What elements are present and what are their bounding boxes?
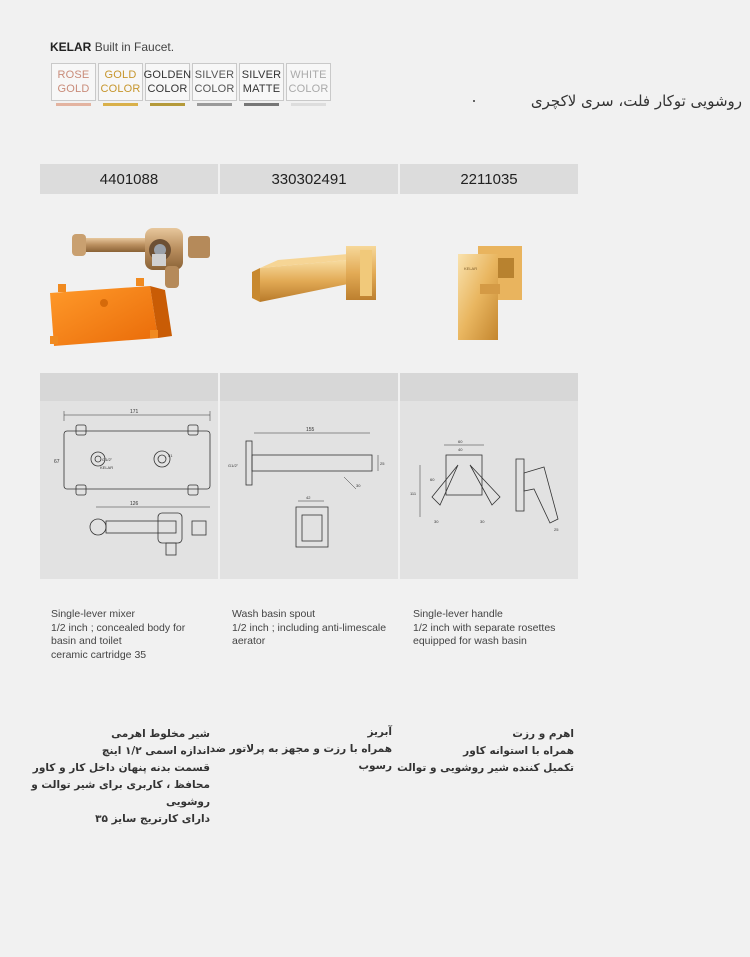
drawing-header-strip xyxy=(220,373,398,401)
handle-drawing-svg xyxy=(400,401,578,579)
swatch-line2: COLOR xyxy=(288,83,329,95)
swatch-rose-gold xyxy=(51,63,96,101)
brand-line xyxy=(50,40,174,54)
description-fa-mixer xyxy=(10,726,210,828)
description-en-mixer xyxy=(51,608,185,662)
swatch-bar xyxy=(291,103,326,106)
swatch-line1: GOLD xyxy=(104,69,137,81)
product-code: 4401088 xyxy=(40,164,218,194)
desc-line: قسمت بدنه پنهان داخل کار و کاور xyxy=(32,762,210,774)
dim-diameter: 51 xyxy=(168,453,173,458)
product-photo-row xyxy=(40,198,578,368)
swatch-bar xyxy=(197,103,232,106)
desc-line: 1/2 inch with separate rosettes xyxy=(413,621,556,634)
swatch-bar xyxy=(244,103,279,106)
dim-length: 155 xyxy=(306,427,315,433)
dim-secondary: 126 xyxy=(130,501,139,507)
drawing-mixer xyxy=(40,373,218,579)
desc-line: شیر مخلوط اهرمی xyxy=(111,728,210,740)
technical-drawings-row xyxy=(40,373,578,579)
spout-illustration xyxy=(220,198,398,368)
desc-line: basin and toilet xyxy=(51,635,122,647)
swatch-line2: MATTE xyxy=(242,83,281,95)
desc-line: آبریز xyxy=(367,726,392,738)
dim-side: 25 xyxy=(554,527,559,532)
desc-line: اهرم و رزت xyxy=(512,728,574,740)
desc-line: Wash basin spout xyxy=(232,608,316,620)
product-code-row xyxy=(40,164,578,194)
dim-height: 67 xyxy=(54,459,60,465)
swatch-line2: GOLD xyxy=(57,83,90,95)
swatch-line1: SILVER xyxy=(241,69,282,81)
dim-r2: 30 xyxy=(480,519,485,524)
dim-w1: 60 xyxy=(458,439,463,444)
swatch-line1: ROSE xyxy=(57,69,90,81)
desc-line: همراه با رزت و مجهز به پرلاتور ضد xyxy=(209,743,392,755)
swatch-line2: COLOR xyxy=(194,83,235,95)
brand-name: KELAR xyxy=(50,40,92,54)
swatch-line1: SILVER xyxy=(194,69,235,81)
dim-width: 171 xyxy=(130,409,139,415)
dim-angle: 30 xyxy=(356,483,361,488)
swatch-line1: WHITE xyxy=(290,69,327,81)
product-code: 2211035 xyxy=(400,164,578,194)
dim-spout-height: 25 xyxy=(380,461,385,466)
dim-thread: G1/2" xyxy=(102,457,113,462)
swatch-line2: COLOR xyxy=(100,83,141,95)
swatch-white-color xyxy=(286,63,331,101)
swatch-bar xyxy=(56,103,91,106)
description-en-handle xyxy=(413,608,555,649)
desc-line: 1/2 inch ; concealed body for xyxy=(51,621,186,634)
desc-line: محافظ ، کاربری برای شیر توالت و xyxy=(31,779,210,791)
desc-line: روشویی xyxy=(165,796,210,808)
desc-line: ceramic cartridge 35 xyxy=(51,648,147,661)
mixer-body-photo xyxy=(40,198,218,368)
concealed-body-illustration xyxy=(40,198,218,368)
drawing-spout xyxy=(220,373,398,579)
description-en-spout xyxy=(232,608,386,649)
swatch-bar xyxy=(103,103,138,106)
handle-photo xyxy=(400,198,578,368)
dim-h1: 111 xyxy=(410,491,417,496)
desc-line: اندازه اسمی ۱/۲ اینچ xyxy=(101,745,210,757)
drawing-header-strip xyxy=(400,373,578,401)
swatch-bar xyxy=(150,103,185,106)
swatch-silver-color xyxy=(192,63,237,101)
swatch-silver-matte xyxy=(239,63,284,101)
desc-line: دارای کارتریج سایز ۳۵ xyxy=(95,813,210,825)
decorative-dot xyxy=(473,100,475,102)
mixer-drawing-svg xyxy=(40,401,218,579)
dim-h2: 60 xyxy=(430,477,435,482)
spout-photo xyxy=(220,198,398,368)
swatch-line1: GOLDEN xyxy=(143,69,192,81)
dim-depth: 42 xyxy=(306,495,311,500)
handle-brand-mark: KELAR xyxy=(464,266,478,271)
drawing-brand-mark: KELAR xyxy=(100,465,114,470)
desc-line: equipped for wash basin xyxy=(413,635,527,647)
dim-w2: 40 xyxy=(458,447,463,452)
finish-swatches xyxy=(51,63,331,101)
dim-r1: 30 xyxy=(434,519,439,524)
desc-line: همراه با استوانه کاور xyxy=(463,745,574,757)
swatch-golden-color xyxy=(145,63,190,101)
drawing-handle xyxy=(400,373,578,579)
desc-line: تکمیل کننده شیر روشویی و توالت xyxy=(397,762,574,774)
desc-line: رسوب xyxy=(358,760,392,772)
spout-drawing-svg xyxy=(220,401,398,579)
handle-illustration xyxy=(400,198,578,368)
persian-page-title: روشویی توکار فلت، سری لاکچری xyxy=(530,92,742,110)
description-fa-spout xyxy=(192,724,392,775)
desc-line: Single-lever mixer xyxy=(51,608,136,620)
dim-spout-thread: G1/2" xyxy=(228,463,239,468)
product-code: 330302491 xyxy=(220,164,398,194)
description-fa-handle xyxy=(374,726,574,777)
desc-line: aerator xyxy=(232,635,266,647)
desc-line: 1/2 inch ; including anti-limescale xyxy=(232,621,387,634)
swatch-line2: COLOR xyxy=(147,83,188,95)
swatch-gold-color xyxy=(98,63,143,101)
desc-line: Single-lever handle xyxy=(413,608,503,620)
drawing-header-strip xyxy=(40,373,218,401)
catalog-subtitle: Built in Faucet. xyxy=(94,40,175,54)
